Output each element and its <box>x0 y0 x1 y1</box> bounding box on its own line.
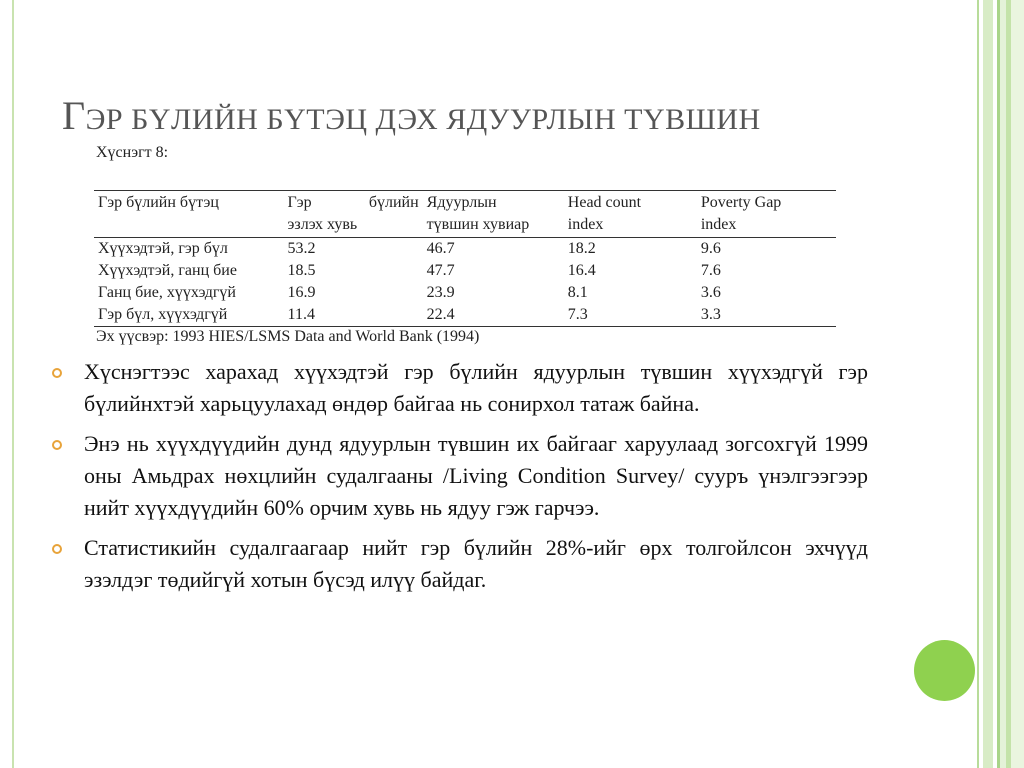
header-cell <box>697 191 836 238</box>
table-cell: 46.7 <box>426 240 455 257</box>
bullet-text: Статистикийн судалгаагаар нийт гэр бүлийн 28%-ийг өрх толгойлсон эхчүүд эзэлдэг төдийгүй хотын бүсэд илүү байдаг. <box>84 535 868 592</box>
header-line: index <box>700 216 737 233</box>
table-row <box>94 304 836 327</box>
header-cell <box>564 191 697 238</box>
bullet-circle-icon <box>52 544 62 554</box>
table-header-row <box>94 191 836 238</box>
table-cell: Хүүхэдтэй, гэр бүл <box>98 240 228 257</box>
header-line: Гэр бүлийн бүтэц <box>98 194 219 211</box>
table-cell: 16.9 <box>287 284 316 301</box>
table-cell: Ганц бие, хүүхэдгүй <box>98 284 236 301</box>
table-cell: 47.7 <box>426 262 455 279</box>
header-cell <box>94 191 284 238</box>
table-cell: 8.1 <box>567 284 588 301</box>
table-cell: 3.6 <box>700 284 721 301</box>
header-cell <box>423 191 564 238</box>
left-border-line <box>12 0 14 768</box>
table-cell: 53.2 <box>287 240 316 257</box>
poverty-table <box>94 190 836 327</box>
table-cell: 16.4 <box>567 262 596 279</box>
table-cell: 3.3 <box>697 304 836 327</box>
table-source: Эх үүсвэр: 1993 HIES/LSMS Data and World Bank (1994) <box>96 328 480 345</box>
table-row <box>94 238 836 261</box>
table-cell: 23.9 <box>426 284 455 301</box>
table-caption: Хүснэгт 8: <box>96 144 169 161</box>
table-cell: 11.4 <box>284 304 423 327</box>
title-text: ЭР БҮЛИЙН БҮТЭЦ ДЭХ ЯДУУРЛЫН ТҮВШИН <box>85 103 761 136</box>
header-cell <box>284 191 423 238</box>
table-cell: 18.5 <box>287 262 316 279</box>
table-row <box>94 260 836 282</box>
table-cell: Гэр бүл, хүүхэдгүй <box>94 304 284 327</box>
header-line: Poverty Gap <box>700 194 782 211</box>
header-line <box>98 214 280 236</box>
bullet-item <box>52 428 868 524</box>
header-line: түвшин хувиар <box>426 216 530 233</box>
green-circle-decoration <box>914 640 975 701</box>
bullet-item <box>52 356 868 420</box>
bullet-circle-icon <box>52 440 62 450</box>
right-stripe <box>983 0 993 768</box>
table-cell: 22.4 <box>423 304 564 327</box>
header-line: эзлэх хувь <box>287 216 358 233</box>
bullet-list <box>52 356 868 604</box>
table-cell: 9.6 <box>700 240 721 257</box>
slide-title <box>62 92 942 139</box>
right-stripe <box>1011 0 1024 768</box>
header-line: index <box>567 216 604 233</box>
table-cell: 7.6 <box>700 262 721 279</box>
title-first-letter: Г <box>62 93 86 138</box>
table-cell: 7.3 <box>564 304 697 327</box>
header-line: Гэр бүлийн <box>287 194 419 211</box>
bullet-item <box>52 532 868 596</box>
bullet-circle-icon <box>52 368 62 378</box>
right-stripe <box>977 0 979 768</box>
table-cell: Хүүхэдтэй, ганц бие <box>98 262 237 279</box>
bullet-text: Хүснэгтээс харахад хүүхэдтэй гэр бүлийн ядуурлын түвшин хүүхэдгүй гэр бүлийнхтэй харьцуулахад өндөр байгаа нь сонирхол татаж байна. <box>84 359 868 416</box>
table-row <box>94 282 836 304</box>
bullet-text: Энэ нь хүүхдүүдийн дунд ядуурлын түвшин их байгааг харуулаад зогсохгүй 1999 оны Амьдрах нөхцлийн судалгааны /Living Condition Survey/ сууръ үнэлгээгээр нийт хүүхдүүдийн 60% орчим хувь нь ядуу гэж гарчээ. <box>84 431 868 520</box>
header-line: Ядуурлын <box>426 194 497 211</box>
table-cell: 18.2 <box>567 240 596 257</box>
header-line: Head count <box>567 194 642 211</box>
